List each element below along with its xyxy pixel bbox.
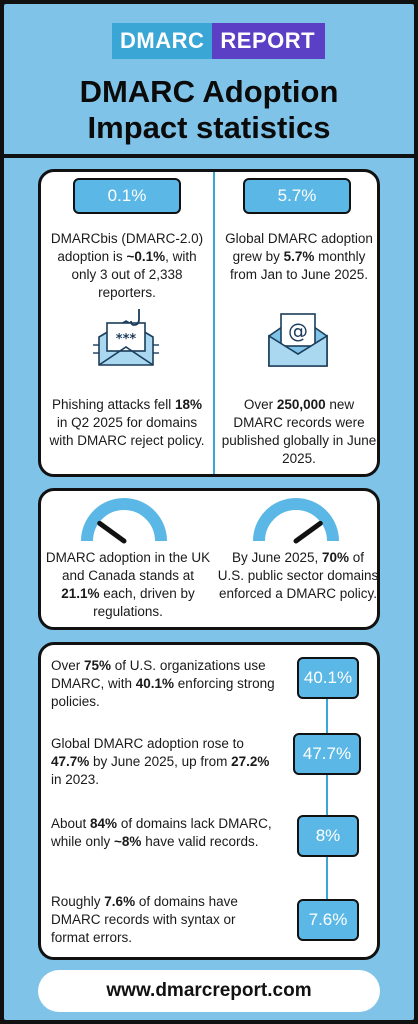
stat-text: Phishing attacks fell 18% in Q2 2025 for domains with DMARC reject policy. bbox=[49, 397, 205, 448]
gauge-icon bbox=[253, 497, 339, 547]
dmarc-report-logo bbox=[112, 23, 325, 59]
stat-text: DMARC adoption in the UK and Canada stands at 21.1% each, driven by regulations. bbox=[45, 550, 211, 619]
svg-text:***: *** bbox=[115, 332, 137, 347]
website-url[interactable]: www.dmarcreport.com bbox=[38, 970, 380, 1012]
stat-badge: 8% bbox=[297, 815, 359, 857]
timeline-line bbox=[326, 685, 328, 915]
infographic bbox=[4, 4, 414, 1020]
logo-part-dmarc: DMARC bbox=[112, 23, 212, 59]
stat-badge: 5.7% bbox=[243, 178, 351, 214]
gauge-icon bbox=[81, 497, 167, 547]
stat-text: Over 250,000 new DMARC records were published globally in June 2025. bbox=[221, 397, 377, 466]
stat-badge: 7.6% bbox=[297, 899, 359, 941]
stat-badge: 40.1% bbox=[297, 657, 359, 699]
stat-text: DMARCbis (DMARC-2.0) adoption is ~0.1%, with only 3 out of 2,338 reporters. bbox=[50, 231, 204, 300]
page-title: DMARC Adoption Impact statistics bbox=[79, 74, 339, 145]
title-underline bbox=[4, 154, 414, 158]
gauge-needle bbox=[100, 523, 124, 541]
stat-text: Global DMARC adoption rose to 47.7% by June 2025, up from 27.2% in 2023. bbox=[51, 736, 270, 787]
stats-card-gauges bbox=[38, 488, 380, 630]
stat-text: Roughly 7.6% of domains have DMARC records with syntax or format errors. bbox=[51, 894, 238, 945]
logo-part-report: REPORT bbox=[212, 23, 325, 59]
stat-badge: 47.7% bbox=[293, 733, 361, 775]
stat-text: About 84% of domains lack DMARC, while only ~8% have valid records. bbox=[51, 816, 272, 849]
stats-card-top bbox=[38, 169, 380, 477]
card-divider bbox=[213, 172, 215, 474]
stats-card-timeline bbox=[38, 642, 380, 960]
stat-text: Global DMARC adoption grew by 5.7% monthly from Jan to June 2025. bbox=[225, 231, 373, 282]
svg-text:@: @ bbox=[288, 319, 308, 343]
phishing-email-hook-icon bbox=[91, 307, 161, 369]
stat-text: By June 2025, 70% of U.S. public sector domains enforced a DMARC policy. bbox=[217, 550, 379, 601]
stat-badge: 0.1% bbox=[73, 178, 181, 214]
gauge-needle bbox=[296, 523, 320, 541]
stat-text: Over 75% of U.S. organizations use DMARC, with 40.1% enforcing strong policies. bbox=[51, 658, 275, 709]
email-envelope-icon bbox=[263, 310, 333, 370]
